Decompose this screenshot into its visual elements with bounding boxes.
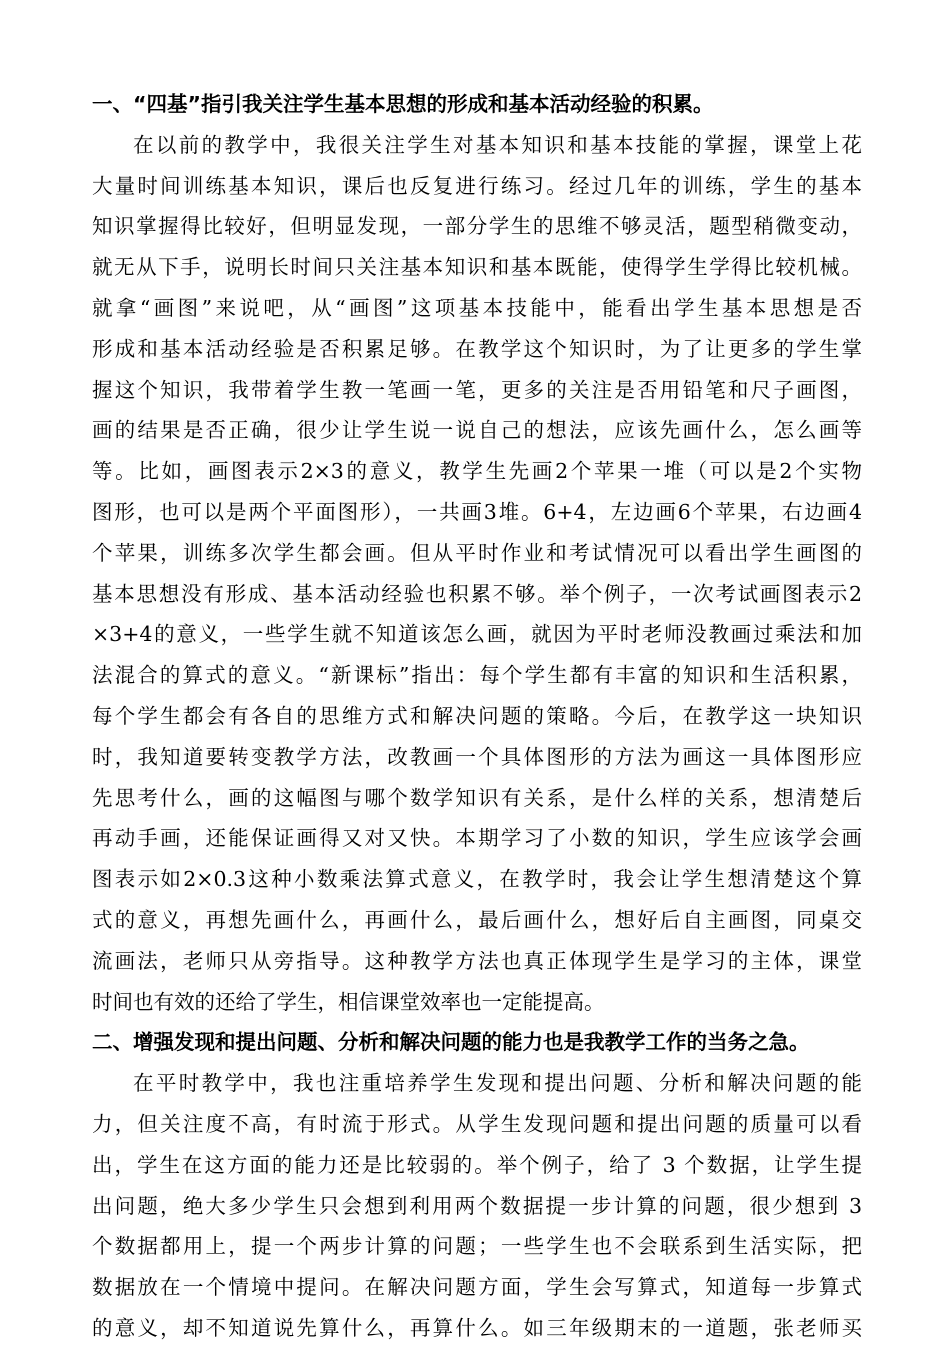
paragraph-line: 大量时间训练基本知识，课后也反复进行练习。经过几年的训练，学生的基本 <box>92 173 862 198</box>
paragraph-line: 出，学生在这方面的能力还是比较弱的。举个例子，给了 3 个数据，让学生提 <box>92 1152 862 1177</box>
paragraph-line: 力，但关注度不高，有时流于形式。从学生发现问题和提出问题的质量可以看 <box>92 1111 862 1136</box>
paragraph-line: 图形，也可以是两个平面图形），一共画3堆。6+4，左边画6个苹果，右边画4 <box>92 499 862 524</box>
paragraph-line: 法混合的算式的意义。“新课标”指出：每个学生都有丰富的知识和生活积累， <box>92 663 862 688</box>
paragraph-line: 就拿“画图”来说吧，从“画图”这项基本技能中，能看出学生基本思想是否 <box>92 295 862 320</box>
section-heading-2: 二、增强发现和提出问题、分析和解决问题的能力也是我教学工作的当务之急。 <box>92 1030 810 1055</box>
paragraph-line: 个苹果，训练多次学生都会画。但从平时作业和考试情况可以看出学生画图的 <box>92 540 862 565</box>
paragraph-line: 先思考什么，画的这幅图与哪个数学知识有关系，是什么样的关系，想清楚后 <box>92 785 862 810</box>
paragraph-line: ×3+4的意义，一些学生就不知道该怎么画，就因为平时老师没教画过乘法和加 <box>92 622 862 647</box>
paragraph-line: 每个学生都会有各自的思维方式和解决问题的策略。今后，在教学这一块知识 <box>92 703 862 728</box>
paragraph-line: 知识掌握得比较好，但明显发现，一部分学生的思维不够灵活，题型稍微变动， <box>92 214 862 239</box>
paragraph-line: 再动手画，还能保证画得又对又快。本期学习了小数的知识，学生应该学会画 <box>92 826 862 851</box>
paragraph-line: 画的结果是否正确，很少让学生说一说自己的想法，应该先画什么，怎么画等 <box>92 418 862 443</box>
paragraph-line: 式的意义，再想先画什么，再画什么，最后画什么，想好后自主画图，同桌交 <box>92 907 862 932</box>
paragraph-line: 的意义，却不知道说先算什么，再算什么。如三年级期末的一道题，张老师买 <box>92 1315 862 1340</box>
paragraph-line: 数据放在一个情境中提问。在解决问题方面，学生会写算式，知道每一步算式 <box>92 1275 862 1300</box>
paragraph-line: 出问题，绝大多少学生只会想到利用两个数据提一步计算的问题，很少想到 3 <box>92 1193 862 1218</box>
paragraph-line: 形成和基本活动经验是否积累足够。在教学这个知识时，为了让更多的学生掌 <box>92 336 862 361</box>
paragraph-line: 流画法，老师只从旁指导。这种教学方法也真正体现学生是学习的主体，课堂 <box>92 948 862 973</box>
paragraph-line: 图表示如2×0.3这种小数乘法算式意义，在教学时，我会让学生想清楚这个算 <box>92 867 862 892</box>
section-heading-1: 一、“四基”指引我关注学生基本思想的形成和基本活动经验的积累。 <box>92 92 714 116</box>
paragraph-line: 时，我知道要转变教学方法，改教画一个具体图形的方法为画这一具体图形应 <box>92 744 862 769</box>
paragraph-line: 在以前的教学中，我很关注学生对基本知识和基本技能的掌握，课堂上花 <box>133 132 862 157</box>
paragraph-line: 基本思想没有形成、基本活动经验也积累不够。举个例子，一次考试画图表示2 <box>92 581 862 606</box>
paragraph-line: 就无从下手，说明长时间只关注基本知识和基本既能，使得学生学得比较机械。 <box>92 255 862 280</box>
paragraph-line: 时间也有效的还给了学生，相信课堂效率也一定能提高。 <box>92 989 605 1014</box>
document-page <box>92 84 862 1349</box>
paragraph-line: 在平时教学中，我也注重培养学生发现和提出问题、分析和解决问题的能 <box>133 1071 862 1096</box>
paragraph-line: 等。比如，画图表示2×3的意义，教学生先画2个苹果一堆（可以是2个实物 <box>92 459 862 484</box>
paragraph-line: 个数据都用上，提一个两步计算的问题；一些学生也不会联系到生活实际，把 <box>92 1234 862 1259</box>
paragraph-line: 握这个知识，我带着学生教一笔画一笔，更多的关注是否用铅笔和尺子画图， <box>92 377 862 402</box>
